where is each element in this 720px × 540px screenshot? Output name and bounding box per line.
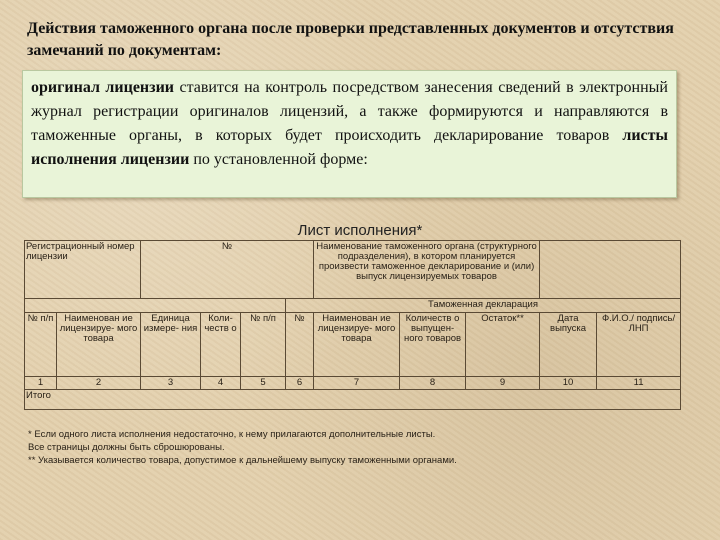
bold-original-license: оригинал лицензии <box>31 79 175 96</box>
table-total-row <box>25 390 681 410</box>
footnote-1: * Если одного листа исполнения недостаточно, к нему прилагаются дополнительные листы. <box>28 429 436 440</box>
col-header: Наименован ие лицензируе- мого товара <box>57 313 141 377</box>
col-number: 11 <box>597 377 681 390</box>
footnotes <box>28 428 668 467</box>
slide-heading: Действия таможенного органа после проверки представленных документов и отсутствия замечаний по документам: <box>27 20 674 59</box>
left-block-spacer <box>25 299 286 313</box>
col-number: 1 <box>25 377 57 390</box>
col-number: 6 <box>286 377 314 390</box>
col-number: 10 <box>540 377 597 390</box>
description-text-2: по установленной форме: <box>189 151 368 168</box>
total-label: Итого <box>25 390 681 410</box>
description-text-1: ставится на контроль посредством занесения сведений в электронный журнал регистрации оригиналов лицензий, а также формируются и направляются в таможенные органы, в которых будет происходить декларирование товаров <box>31 79 668 144</box>
execution-sheet-table <box>24 240 681 410</box>
col-number: 4 <box>201 377 241 390</box>
col-header: Наименован ие лицензируе- мого товара <box>314 313 400 377</box>
col-header: Коли- честв о <box>201 313 241 377</box>
customs-declaration-header: Таможенная декларация <box>286 299 681 313</box>
customs-body-header: Наименование таможенного органа (структурного подразделения), в котором планируется произвести таможенное декларирование и (или) выпуск лицензируемых товаров <box>314 241 540 299</box>
table-header-row-1 <box>25 241 681 299</box>
col-number: 9 <box>466 377 540 390</box>
col-header: Дата выпуска <box>540 313 597 377</box>
table-column-headers <box>25 313 681 377</box>
col-number: 3 <box>141 377 201 390</box>
col-header: № п/п <box>25 313 57 377</box>
col-number: 5 <box>241 377 286 390</box>
col-header: № п/п <box>241 313 286 377</box>
footnote-2: ** Указывается количество товара, допустимое к дальнейшему выпуску таможенными органами. <box>28 455 457 466</box>
reg-number-header: Регистрационный номер лицензии <box>25 241 141 299</box>
table-header-row-2 <box>25 299 681 313</box>
col-number: 7 <box>314 377 400 390</box>
table-number-row <box>25 377 681 390</box>
footnote-1-cont: Все страницы должны быть сброшюрованы. <box>28 442 225 453</box>
col-header: Единица измере- ния <box>141 313 201 377</box>
col-header: Ф.И.О./ подпись/ ЛНП <box>597 313 681 377</box>
customs-body-value <box>540 241 681 299</box>
bold-execution-sheets: листы исполнения лицензии <box>31 127 668 168</box>
description-box <box>22 70 677 198</box>
number-sign-header: № <box>141 241 314 299</box>
col-header: Остаток** <box>466 313 540 377</box>
col-number: 2 <box>57 377 141 390</box>
col-header: Количеств о выпущен- ного товаров <box>400 313 466 377</box>
form-title: Лист исполнения* <box>297 222 423 239</box>
col-number: 8 <box>400 377 466 390</box>
col-header: № <box>286 313 314 377</box>
